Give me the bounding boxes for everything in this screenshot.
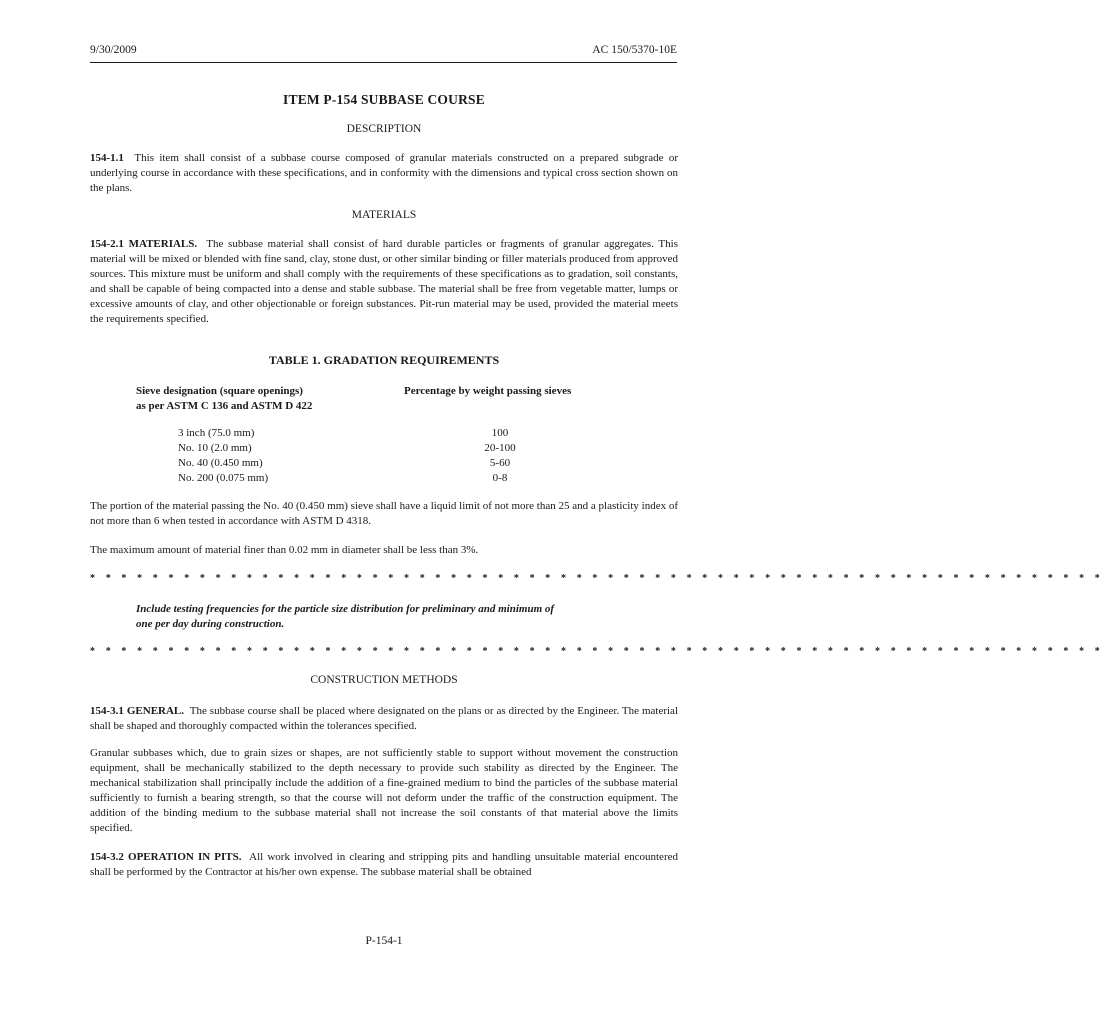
- header-doc-id: AC 150/5370-10E: [592, 44, 677, 56]
- table-cell-sieve: No. 40 (0.450 mm): [178, 457, 263, 469]
- paragraph-number: 154-3.1 GENERAL.: [90, 705, 185, 717]
- paragraph-number: 154-3.2 OPERATION IN PITS.: [90, 851, 242, 863]
- paragraph-text: The subbase material shall consist of hard durable particles or fragments of granular aggregates. This material will be mixed or blended with fine sand, clay, stone dust, or other similar binding or filler materials produced from approved sources. This mixture must be uniform and shall comply with the requirements of these specifications as to gradation, soil constants, and shall be capable of being compacted into a dense and stable subbase. The material shall be free from vegetable matter, lumps or excessive amounts of clay, and other objectionable or foreign substances. Pit-run material may be used, provided the material meets the requirements specified.: [90, 238, 678, 325]
- paragraph-text: This item shall consist of a subbase course composed of granular materials constructed on a prepared subgrade or underlying course in accordance with these specifications, and in conformity with the dimensions and typical cross section shown on the plans.: [90, 152, 678, 194]
- paragraph-max-finer: The maximum amount of material finer than 0.02 mm in diameter shall be less than 3%.: [90, 544, 479, 556]
- header-rule: [90, 62, 677, 63]
- editor-note-line1: Include testing frequencies for the particle size distribution for preliminary and minimum of: [136, 603, 555, 615]
- editor-note-line2: one per day during construction.: [136, 618, 285, 630]
- paragraph-number: 154-1.1: [90, 152, 124, 164]
- separator-stars-bottom: * * * * * * * * * * * * * * * * * * * * * * * * * * * * * * * * * * * * * * * * * * * * * * * * * * * * * * * * * * * * * * * * *: [90, 646, 1104, 657]
- section-construction-methods: CONSTRUCTION METHODS: [310, 674, 458, 686]
- paragraph-154-2-1: [90, 237, 678, 327]
- paragraph-text: All work involved in clearing and stripping pits and handling unsuitable material encountered shall be performed by the Contractor at his/her own expense. The subbase material shall be obtained: [90, 851, 678, 878]
- section-description: DESCRIPTION: [346, 123, 422, 135]
- table-header-percentage: Percentage by weight passing sieves: [404, 385, 572, 397]
- table-header-sieve-line2: as per ASTM C 136 and ASTM D 422: [136, 400, 313, 412]
- separator-stars-top: * * * * * * * * * * * * * * * * * * * * * * * * * * * * * * * * * * * * * * * * * * * * * * * * * * * * * * * * * * * * * * * * *: [90, 573, 1104, 584]
- paragraph-154-3-2: [90, 850, 678, 880]
- table-header-sieve-line1: Sieve designation (square openings): [136, 385, 303, 397]
- table-cell-percent: 100: [491, 427, 509, 439]
- paragraph-number: 154-2.1 MATERIALS.: [90, 238, 198, 250]
- section-materials: MATERIALS: [351, 209, 417, 221]
- paragraph-154-1-1: [90, 151, 678, 196]
- table-header-sieve: [136, 384, 312, 414]
- table-cell-percent: 20-100: [484, 442, 516, 454]
- page-number: P-154-1: [365, 935, 403, 947]
- table-cell-sieve: No. 10 (2.0 mm): [178, 442, 252, 454]
- table-cell-sieve: 3 inch (75.0 mm): [178, 427, 255, 439]
- table-cell-percent: 0-8: [492, 472, 508, 484]
- page-title: ITEM P-154 SUBBASE COURSE: [283, 92, 485, 107]
- paragraph-text: The subbase course shall be placed where designated on the plans or as directed by the Engineer. The material shall be shaped and thoroughly compacted within the tolerances specified.: [90, 705, 678, 732]
- table-title: TABLE 1. GRADATION REQUIREMENTS: [268, 353, 500, 367]
- paragraph-154-3-1: [90, 704, 678, 734]
- table-cell-percent: 5-60: [489, 457, 511, 469]
- header-date: 9/30/2009: [90, 44, 137, 56]
- table-cell-sieve: No. 200 (0.075 mm): [178, 472, 269, 484]
- paragraph-liquid-limit: The portion of the material passing the No. 40 (0.450 mm) sieve shall have a liquid limit of not more than 25 and a plasticity index of not more than 6 when tested in accordance with ASTM D 4318.: [90, 500, 678, 527]
- paragraph-granular-subbases: Granular subbases which, due to grain sizes or shapes, are not sufficiently stable to support without movement the construction equipment, shall be mechanically stabilized to the depth necessary to provide such stability as directed by the Engineer. The mechanical stabilization shall principally include the addition of a fine-grained medium to bind the particles of the subbase material sufficiently to furnish a bearing strength, so that the course will not deform under the traffic of the construction equipment. The addition of the binding medium to the subbase material shall not increase the soil constants of that material above the limits specified.: [90, 747, 678, 834]
- editor-note: [136, 602, 646, 632]
